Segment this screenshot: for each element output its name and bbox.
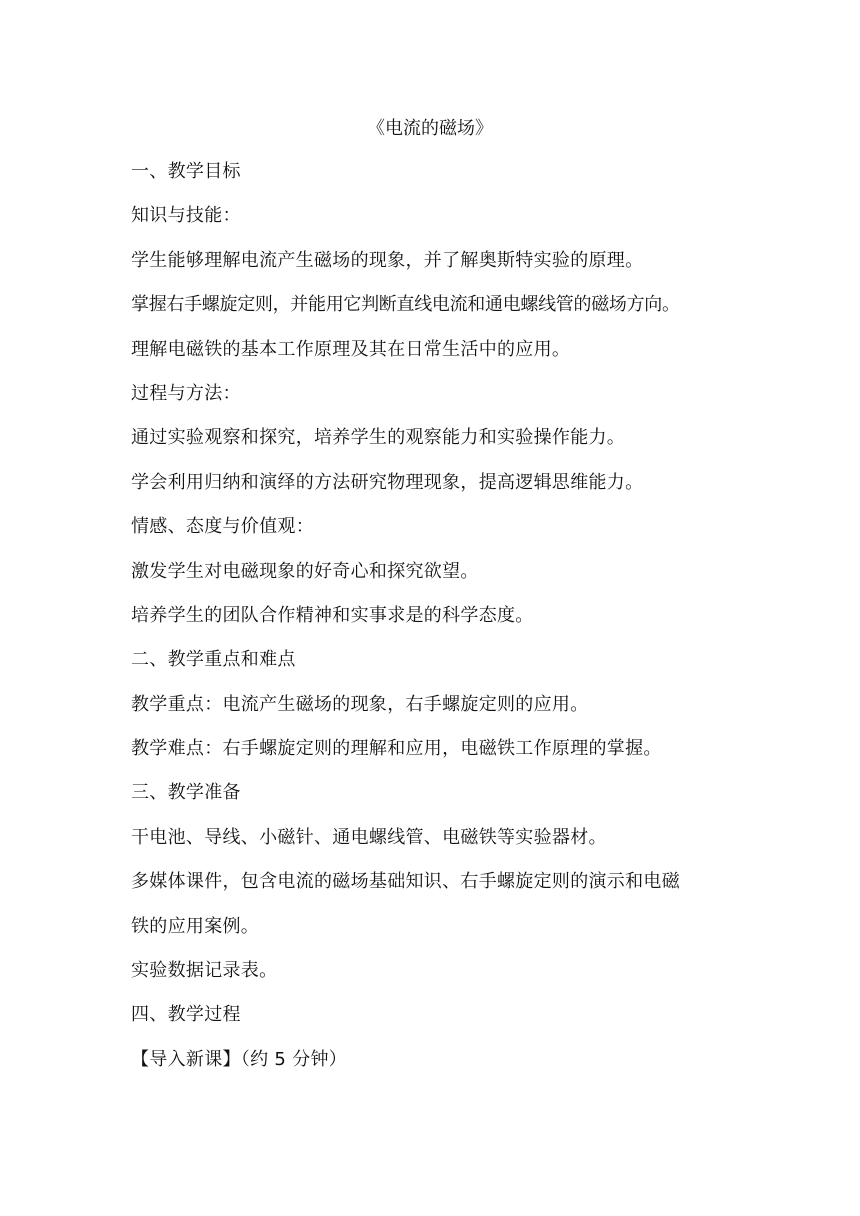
section-heading-key-points: 二、教学重点和难点 xyxy=(131,649,296,671)
paragraph-line: 教学难点：右手螺旋定则的理解和应用，电磁铁工作原理的掌握。 xyxy=(131,738,662,760)
section-heading-process: 四、教学过程 xyxy=(131,1004,241,1026)
paragraph-line: 培养学生的团队合作精神和实事求是的科学态度。 xyxy=(131,604,534,626)
document-title: 《电流的磁场》 xyxy=(367,118,493,139)
paragraph-line: 干电池、导线、小磁针、通电螺线管、电磁铁等实验器材。 xyxy=(131,826,607,848)
paragraph-line: 掌握右手螺旋定则，并能用它判断直线电流和通电螺线管的磁场方向。 xyxy=(131,294,680,316)
paragraph-line: 理解电磁铁的基本工作原理及其在日常生活中的应用。 xyxy=(131,338,571,360)
paragraph-line-continuation: 铁的应用案例。 xyxy=(131,915,260,937)
section-heading-objectives: 一、教学目标 xyxy=(131,161,241,182)
paragraph-line: 激发学生对电磁现象的好奇心和探究欲望。 xyxy=(131,560,479,582)
subheading-process-methods: 过程与方法： xyxy=(131,382,241,404)
subsection-heading-intro: 【导入新课】（约 5 分钟） xyxy=(131,1048,348,1070)
document-body xyxy=(131,158,751,1090)
paragraph-line: 学生能够理解电流产生磁场的现象，并了解奥斯特实验的原理。 xyxy=(131,249,644,271)
paragraph-line: 通过实验观察和探究，培养学生的观察能力和实验操作能力。 xyxy=(131,427,626,449)
paragraph-line: 多媒体课件，包含电流的磁场基础知识、右手螺旋定则的演示和电磁 xyxy=(131,871,680,893)
paragraph-line: 教学重点：电流产生磁场的现象，右手螺旋定则的应用。 xyxy=(131,693,589,715)
paragraph-line: 学会利用归纳和演绎的方法研究物理现象，提高逻辑思维能力。 xyxy=(131,471,644,493)
paragraph-line: 实验数据记录表。 xyxy=(131,960,278,982)
subheading-emotion-values: 情感、态度与价值观： xyxy=(131,516,314,538)
section-heading-preparation: 三、教学准备 xyxy=(131,782,241,804)
subheading-knowledge-skills: 知识与技能： xyxy=(131,205,241,227)
